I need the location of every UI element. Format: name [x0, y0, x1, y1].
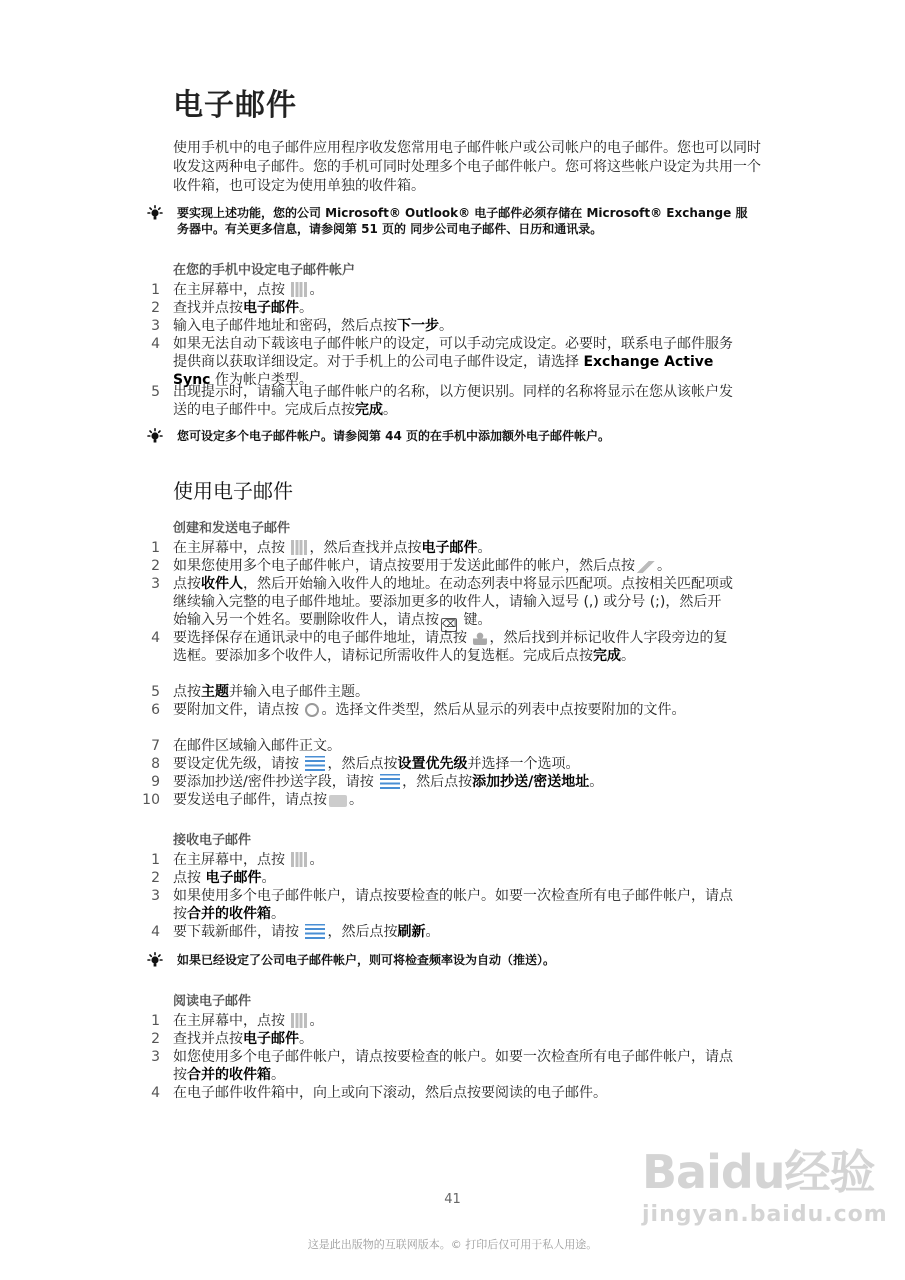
read-heading: 阅读电子邮件	[173, 994, 252, 1009]
tip-note	[145, 205, 765, 239]
send-icon[interactable]	[329, 795, 347, 807]
menu-icon[interactable]	[380, 774, 400, 789]
footer-notice: 这是此出版物的互联网版本。© 打印后仅可用于私人用途。	[307, 1238, 598, 1251]
contacts-person-icon[interactable]	[473, 631, 487, 645]
compose-heading: 创建和发送电子邮件	[173, 521, 291, 536]
apps-grid-icon[interactable]	[291, 282, 307, 297]
baidu-jingyan-watermark: Baidu经验 jingyan.baidu.com	[642, 1145, 888, 1227]
tip-text: 您可设定多个电子邮件帐户。请参阅第 44 页的在手机中添加额外电子邮件帐户。	[177, 429, 611, 443]
paperclip-icon[interactable]	[305, 703, 319, 717]
apps-grid-icon[interactable]	[291, 852, 307, 867]
lightbulb-icon	[145, 205, 165, 221]
tip-note	[145, 952, 765, 970]
page-number: 41	[444, 1192, 461, 1207]
menu-icon[interactable]	[305, 924, 325, 939]
apps-grid-icon[interactable]	[291, 540, 307, 555]
setup-heading: 在您的手机中设定电子邮件帐户	[173, 263, 356, 278]
apps-grid-icon[interactable]	[291, 1013, 307, 1028]
tip-text: 要实现上述功能，您的公司 Microsoft® Outlook® 电子邮件必须存储在 Microsoft® Exchange 服务器中。有关更多信息，请参阅第 51 页的 同步公司电子邮件、日历和通讯录。	[177, 206, 748, 236]
lightbulb-icon	[145, 428, 165, 444]
tip-text: 如果已经设定了公司电子邮件帐户，则可将检查频率设为自动（推送）。	[177, 953, 556, 967]
tip-note	[145, 428, 765, 446]
lightbulb-icon	[145, 952, 165, 968]
delete-key-icon[interactable]: ⌫	[442, 619, 457, 630]
menu-icon[interactable]	[305, 756, 325, 771]
intro-paragraph: 使用手机中的电子邮件应用程序收发您常用电子邮件帐户或公司帐户的电子邮件。您也可以同时收发这两种电子邮件。您的手机可同时处理多个电子邮件帐户。您可将这些帐户设定为共用一个收件箱，也可设定为使用单独的收件箱。	[173, 140, 761, 194]
compose-pencil-icon[interactable]	[637, 561, 655, 573]
receive-heading: 接收电子邮件	[173, 833, 252, 848]
section-heading-use-email: 使用电子邮件	[173, 479, 293, 503]
page-title: 电子邮件	[173, 88, 297, 123]
